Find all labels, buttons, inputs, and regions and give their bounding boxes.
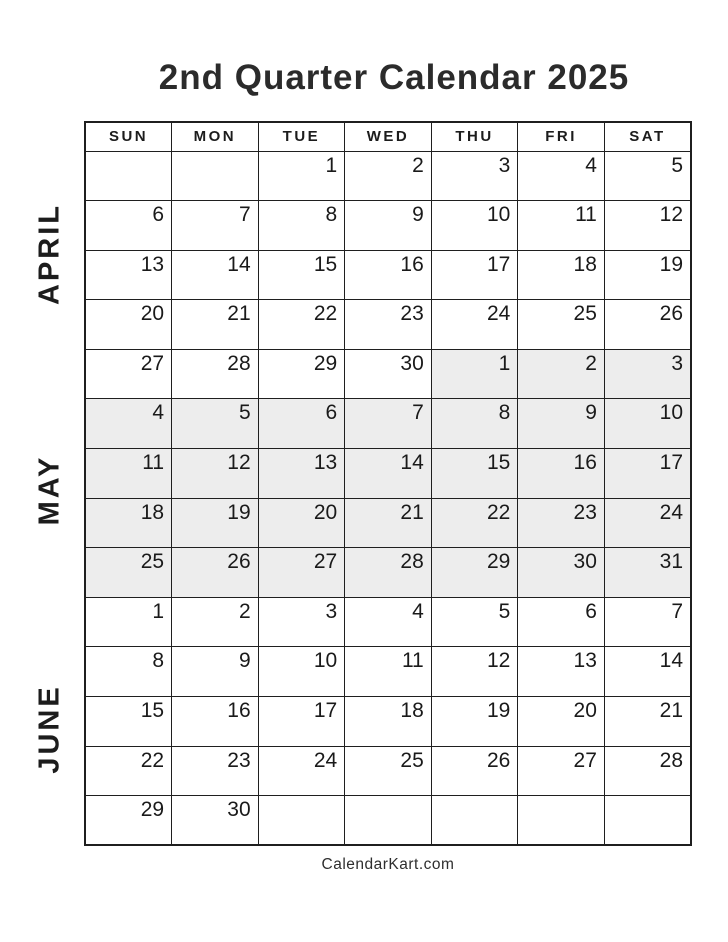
- day-cell-april-21: 21: [172, 300, 259, 350]
- day-cell-april-17: 17: [431, 250, 518, 300]
- day-cell-june-6: 6: [518, 597, 605, 647]
- day-cell-may-25: 25: [85, 548, 172, 598]
- day-cell-june-12: 12: [431, 647, 518, 697]
- day-cell-april-6: 6: [85, 201, 172, 251]
- day-cell-may-31: 31: [604, 548, 691, 598]
- weekday-header-row: [85, 122, 691, 151]
- day-cell-june-1: 1: [85, 597, 172, 647]
- day-cell-may-11: 11: [85, 449, 172, 499]
- day-cell-april-10: 10: [431, 201, 518, 251]
- day-cell-june-2: 2: [172, 597, 259, 647]
- page-title: 2nd Quarter Calendar 2025: [158, 58, 630, 97]
- day-cell-june-19: 19: [431, 697, 518, 747]
- calendar-table: [84, 121, 692, 846]
- day-cell-may-10: 10: [604, 399, 691, 449]
- day-cell-june-5: 5: [431, 597, 518, 647]
- calendar-week-row: [85, 151, 691, 201]
- day-cell-june-3: 3: [258, 597, 345, 647]
- day-cell-april-9: 9: [345, 201, 432, 251]
- day-cell-june-21: 21: [604, 697, 691, 747]
- day-cell-june-22: 22: [85, 746, 172, 796]
- day-cell-june-9: 9: [172, 647, 259, 697]
- day-cell-may-2: 2: [518, 349, 605, 399]
- day-cell-may-23: 23: [518, 498, 605, 548]
- day-cell-may-30: 30: [518, 548, 605, 598]
- calendar-week-row: [85, 449, 691, 499]
- day-cell-may-18: 18: [85, 498, 172, 548]
- empty-day-cell: [518, 796, 605, 846]
- calendar-week-row: [85, 201, 691, 251]
- day-cell-may-12: 12: [172, 449, 259, 499]
- empty-day-cell: [258, 796, 345, 846]
- day-cell-april-7: 7: [172, 201, 259, 251]
- weekday-header-fri: FRI: [518, 122, 605, 151]
- day-cell-may-20: 20: [258, 498, 345, 548]
- day-cell-april-19: 19: [604, 250, 691, 300]
- day-cell-june-23: 23: [172, 746, 259, 796]
- day-cell-june-24: 24: [258, 746, 345, 796]
- day-cell-may-17: 17: [604, 449, 691, 499]
- day-cell-may-5: 5: [172, 399, 259, 449]
- day-cell-april-15: 15: [258, 250, 345, 300]
- day-cell-may-13: 13: [258, 449, 345, 499]
- day-cell-april-14: 14: [172, 250, 259, 300]
- day-cell-june-27: 27: [518, 746, 605, 796]
- footer-site-name: CalendarKart.com: [321, 856, 455, 873]
- day-cell-may-6: 6: [258, 399, 345, 449]
- calendar-week-row: [85, 647, 691, 697]
- day-cell-june-26: 26: [431, 746, 518, 796]
- weekday-header-mon: MON: [172, 122, 259, 151]
- day-cell-june-14: 14: [604, 647, 691, 697]
- empty-day-cell: [431, 796, 518, 846]
- calendar-body: [85, 151, 691, 845]
- day-cell-april-16: 16: [345, 250, 432, 300]
- day-cell-june-28: 28: [604, 746, 691, 796]
- day-cell-april-12: 12: [604, 201, 691, 251]
- weekday-header-tue: TUE: [258, 122, 345, 151]
- weekday-header-sun: SUN: [85, 122, 172, 151]
- day-cell-june-18: 18: [345, 697, 432, 747]
- day-cell-april-4: 4: [518, 151, 605, 201]
- calendar-week-row: [85, 548, 691, 598]
- day-cell-may-7: 7: [345, 399, 432, 449]
- day-cell-april-8: 8: [258, 201, 345, 251]
- calendar-week-row: [85, 697, 691, 747]
- day-cell-june-20: 20: [518, 697, 605, 747]
- day-cell-may-21: 21: [345, 498, 432, 548]
- empty-day-cell: [172, 151, 259, 201]
- day-cell-april-1: 1: [258, 151, 345, 201]
- day-cell-april-5: 5: [604, 151, 691, 201]
- day-cell-may-8: 8: [431, 399, 518, 449]
- weekday-header-wed: WED: [345, 122, 432, 151]
- day-cell-may-28: 28: [345, 548, 432, 598]
- day-cell-april-23: 23: [345, 300, 432, 350]
- day-cell-april-20: 20: [85, 300, 172, 350]
- day-cell-april-27: 27: [85, 349, 172, 399]
- day-cell-april-28: 28: [172, 349, 259, 399]
- day-cell-may-4: 4: [85, 399, 172, 449]
- calendar-week-row: [85, 250, 691, 300]
- day-cell-june-30: 30: [172, 796, 259, 846]
- empty-day-cell: [345, 796, 432, 846]
- weekday-header-thu: THU: [431, 122, 518, 151]
- day-cell-may-26: 26: [172, 548, 259, 598]
- day-cell-may-19: 19: [172, 498, 259, 548]
- month-label-april: APRIL: [33, 203, 66, 305]
- day-cell-june-4: 4: [345, 597, 432, 647]
- day-cell-april-2: 2: [345, 151, 432, 201]
- day-cell-april-29: 29: [258, 349, 345, 399]
- day-cell-june-7: 7: [604, 597, 691, 647]
- calendar-week-row: [85, 498, 691, 548]
- day-cell-june-8: 8: [85, 647, 172, 697]
- day-cell-april-18: 18: [518, 250, 605, 300]
- day-cell-may-3: 3: [604, 349, 691, 399]
- day-cell-june-15: 15: [85, 697, 172, 747]
- day-cell-may-22: 22: [431, 498, 518, 548]
- weekday-header-sat: SAT: [604, 122, 691, 151]
- day-cell-june-29: 29: [85, 796, 172, 846]
- day-cell-june-17: 17: [258, 697, 345, 747]
- calendar-week-row: [85, 399, 691, 449]
- day-cell-june-25: 25: [345, 746, 432, 796]
- empty-day-cell: [85, 151, 172, 201]
- day-cell-may-24: 24: [604, 498, 691, 548]
- empty-day-cell: [604, 796, 691, 846]
- day-cell-june-10: 10: [258, 647, 345, 697]
- calendar-week-row: [85, 597, 691, 647]
- day-cell-may-27: 27: [258, 548, 345, 598]
- day-cell-april-24: 24: [431, 300, 518, 350]
- day-cell-may-9: 9: [518, 399, 605, 449]
- day-cell-april-3: 3: [431, 151, 518, 201]
- calendar-week-row: [85, 300, 691, 350]
- day-cell-may-14: 14: [345, 449, 432, 499]
- day-cell-june-11: 11: [345, 647, 432, 697]
- day-cell-april-11: 11: [518, 201, 605, 251]
- day-cell-april-30: 30: [345, 349, 432, 399]
- day-cell-april-22: 22: [258, 300, 345, 350]
- month-label-may: MAY: [33, 454, 66, 526]
- day-cell-june-16: 16: [172, 697, 259, 747]
- calendar-week-row: [85, 746, 691, 796]
- day-cell-may-29: 29: [431, 548, 518, 598]
- day-cell-june-13: 13: [518, 647, 605, 697]
- calendar-week-row: [85, 796, 691, 846]
- day-cell-may-15: 15: [431, 449, 518, 499]
- month-label-june: JUNE: [33, 684, 66, 774]
- calendar-week-row: [85, 349, 691, 399]
- day-cell-may-1: 1: [431, 349, 518, 399]
- day-cell-may-16: 16: [518, 449, 605, 499]
- day-cell-april-26: 26: [604, 300, 691, 350]
- day-cell-april-13: 13: [85, 250, 172, 300]
- day-cell-april-25: 25: [518, 300, 605, 350]
